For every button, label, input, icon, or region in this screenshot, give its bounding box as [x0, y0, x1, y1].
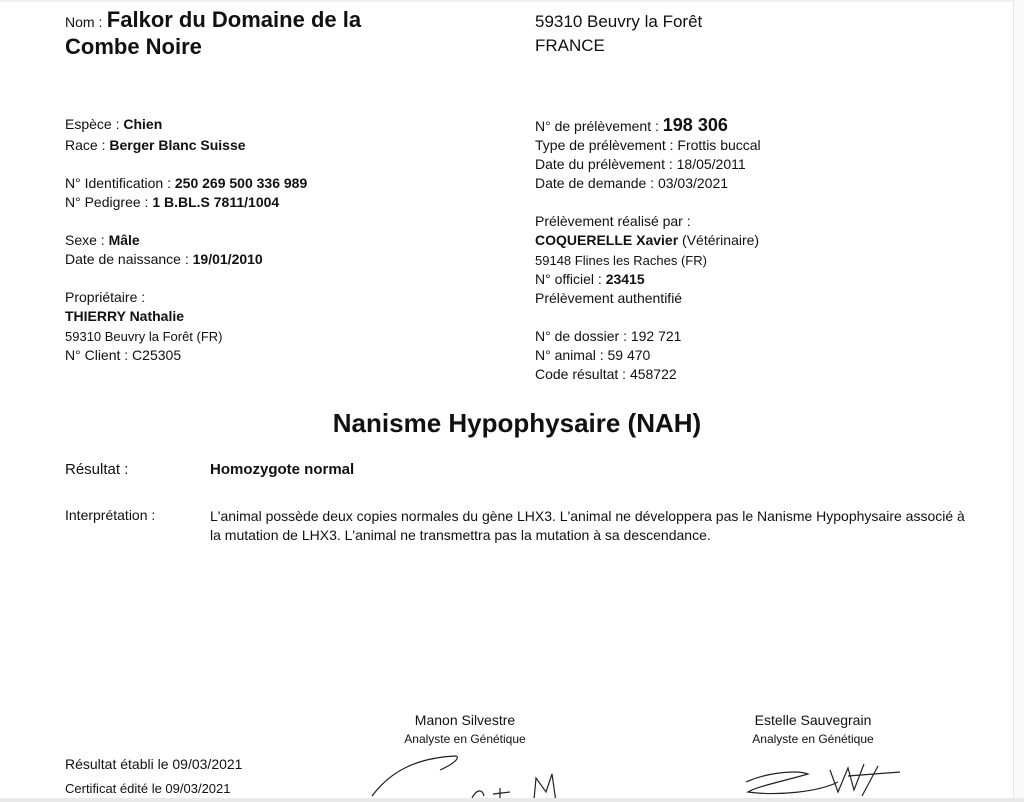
pedigree-label: N° Pedigree :: [65, 194, 149, 210]
right-border: [1013, 0, 1024, 802]
animal-number: N° animal : 59 470: [535, 347, 651, 363]
breed-row: [65, 137, 246, 153]
sample-date: Date du prélèvement : 18/05/2011: [535, 156, 746, 172]
certificate-edited: Certificat édité le 09/03/2021: [65, 781, 231, 796]
pedigree-value: 1 B.BL.S 7811/1004: [152, 194, 280, 210]
sample-num-label: N° de prélèvement :: [535, 118, 659, 134]
top-border: [0, 0, 1024, 2]
authenticated: Prélèvement authentifié: [535, 290, 683, 306]
owner-name: THIERRY Nathalie: [65, 308, 185, 324]
sampled-by-label: Prélèvement réalisé par :: [535, 213, 691, 229]
vet-address: 59148 Flines les Raches (FR): [535, 253, 707, 268]
signature-scribble-1: [360, 752, 580, 802]
birth-label: Date de naissance :: [65, 251, 189, 267]
sex-label: Sexe :: [65, 232, 105, 248]
interpretation-label: Interprétation :: [65, 507, 156, 523]
dossier-number: N° de dossier : 192 721: [535, 328, 682, 344]
vet-row: [535, 232, 759, 248]
animal-name-block: [65, 6, 361, 34]
sample-num-value: 198 306: [662, 115, 728, 135]
signature-scribble-2: [738, 752, 918, 802]
sex-row: [65, 232, 140, 248]
result-established: Résultat établi le 09/03/2021: [65, 756, 243, 772]
vet-name: COQUERELLE Xavier: [535, 232, 679, 248]
result-code: Code résultat : 458722: [535, 366, 677, 382]
owner-title: Propriétaire :: [65, 289, 146, 305]
name-label: Nom :: [65, 14, 103, 30]
official-value: 23415: [605, 271, 645, 287]
bottom-border: [0, 798, 1024, 802]
owner-address: 59310 Beuvry la Forêt (FR): [65, 329, 223, 344]
owner-client: N° Client : C25305: [65, 347, 182, 363]
sex-value: Mâle: [108, 232, 140, 248]
official-row: [535, 271, 645, 287]
animal-name-line2: Combe Noire: [65, 34, 202, 59]
species-label: Espèce :: [65, 116, 120, 132]
request-date: Date de demande : 03/03/2021: [535, 175, 729, 191]
id-label: N° Identification :: [65, 175, 171, 191]
result-value: Homozygote normal: [210, 461, 355, 478]
result-label: Résultat :: [65, 461, 129, 478]
id-value: 250 269 500 336 989: [174, 175, 308, 191]
animal-name-line1: Falkor du Domaine de la: [106, 7, 362, 32]
signature-role-2: Analyste en Génétique: [752, 732, 874, 746]
breed-value: Berger Blanc Suisse: [109, 137, 246, 153]
birth-row: [65, 251, 263, 267]
species-row: [65, 116, 162, 132]
sample-type: Type de prélèvement : Frottis buccal: [535, 137, 761, 153]
signature-name-1: Manon Silvestre: [414, 712, 516, 728]
pedigree-row: [65, 194, 279, 210]
species-value: Chien: [123, 116, 163, 132]
address-line1: 59310 Beuvry la Forêt: [535, 12, 703, 31]
sample-num-row: [535, 115, 728, 136]
vet-role: (Vétérinaire): [682, 232, 760, 248]
signature-name-2: Estelle Sauvegrain: [754, 712, 872, 728]
test-title: Nanisme Hypophysaire (NAH): [332, 408, 702, 438]
address-line2: FRANCE: [535, 36, 605, 55]
interpretation-text: L'animal possède deux copies normales du gène LHX3. L'animal ne développera pas le Nanisme Hypophysaire associé à la mutation de LHX3. L'animal ne transmettra pas la mutation à sa descendance.: [210, 508, 965, 543]
id-row: [65, 175, 307, 191]
breed-label: Race :: [65, 137, 106, 153]
official-label: N° officiel :: [535, 271, 602, 287]
signature-role-1: Analyste en Génétique: [404, 732, 526, 746]
birth-value: 19/01/2010: [192, 251, 263, 267]
